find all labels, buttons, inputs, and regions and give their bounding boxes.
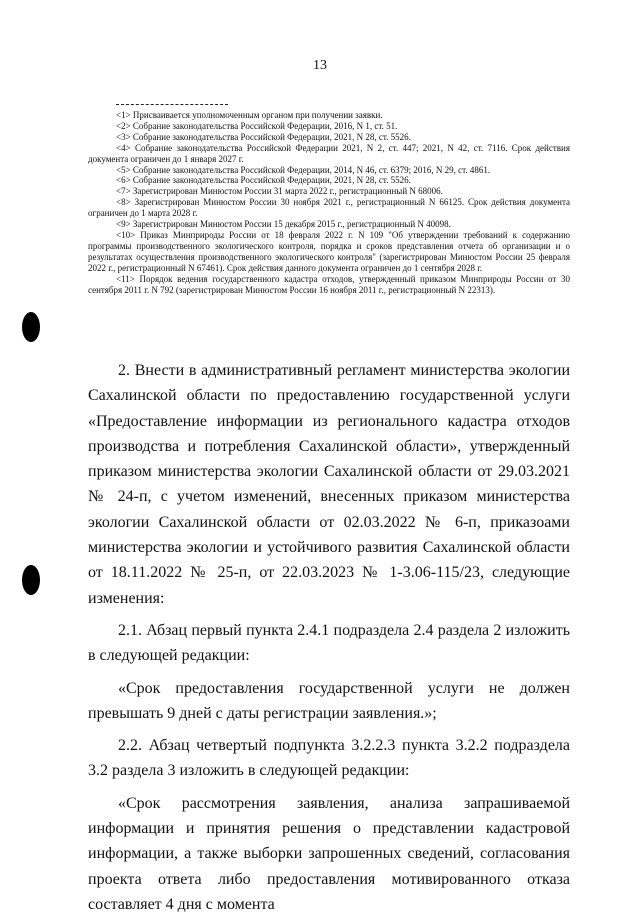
- page-number: 13: [313, 58, 327, 73]
- footnote-8: <8> Зарегистрирован Минюстом России 30 ноября 2021 г., регистрационный N 66125. Срок действия документа ограничен до 1 марта 2028 г.: [88, 197, 570, 219]
- footnote-2: <2> Собрание законодательства Российской Федерации, 2016, N 1, ст. 51.: [116, 120, 398, 131]
- footnote-1: <1> Присваивается уполномоченным органом при получении заявки.: [116, 110, 383, 120]
- paragraph-2-1-quote: «Срок предоставления государственной услуги не должен превышать 9 дней с даты регистрации заявления.»;: [88, 679, 570, 722]
- footnote-5: <5> Собрание законодательства Российской Федерации, 2014, N 46, ст. 6379; 2016, N 29, ст. 4861.: [116, 164, 491, 175]
- footnote-10: <10> Приказ Минприроды России от 18 февраля 2022 г. N 109 "Об утверждении требований к содержанию программы производственного экологического контроля, порядка и сроков представления отчета об организации и о результатах осуществления производственного экологического контроля" (зарегистрирован Минюстом России 25 февраля 2022 г., регистрационный N 67461). Срок действия данного документа ограничен до 1 сентября 2028 г.: [88, 229, 570, 273]
- footnote-7: <7> Зарегистрирован Минюстом России 31 марта 2022 г., регистрационный N 68006.: [116, 186, 443, 197]
- footnote-11: <11> Порядок ведения государственного кадастра отходов, утвержденный приказом Минприроды России от 30 сентября 2011 г. N 792 (зарегистрирован Минюстом России 16 ноября 2011 г., регистрационный N 22313).: [88, 273, 570, 295]
- footnote-6: <6> Собрание законодательства Российской Федерации, 2021, N 28, ст. 5526.: [116, 175, 411, 186]
- footnotes-block: [88, 110, 570, 295]
- paragraph-2-1: 2.1. Абзац первый пункта 2.4.1 подраздела 2.4 раздела 2 изложить в следующей редакции:: [88, 621, 570, 665]
- footnote-4: <4> Собрание законодательства Российской Федерации 2021, N 2, ст. 447; 2021, N 42, ст. 7116. Срок действия документа ограничен до 1 января 2027 г.: [88, 142, 570, 164]
- paragraph-2-2: 2.2. Абзац четвертый подпункта 3.2.2.3 пункта 3.2.2 подраздела 3.2 раздела 3 изложить в следующей редакции:: [88, 737, 570, 780]
- punch-hole-top: [22, 312, 40, 342]
- footnote-3: <3> Собрание законодательства Российской Федерации, 2021, N 28, ст. 5526.: [116, 131, 411, 142]
- footnote-9: <9> Зарегистрирован Минюстом России 15 декабря 2015 г., регистрационный N 40098.: [116, 219, 451, 230]
- paragraph-2-2-quote: «Срок рассмотрения заявления, анализа запрашиваемой информации и принятия решения о представлении кадастровой информации, а также выборки запрошенных сведений, согласования проекта ответа либо предоставления мотивированного отказа составляет 4 дня с момента: [88, 794, 570, 913]
- footnote-separator: [116, 104, 228, 105]
- paragraph-amendment: 2. Внести в административный регламент министерства экологии Сахалинской области по предоставлению государственной услуги «Предоставление информации из регионального кадастра отходов производства и потребления Сахалинской области», утвержденный приказом министерства экологии Сахалинской области от 29.03.2021 № 24-п, с учетом изменений, внесенных приказом министерства экологии Сахалинской области от 02.03.2022 № 6-п, приказоами министерства экологии и устойчивого развития Сахалинской области от 18.11.2022 № 25-п, от 22.03.2023 № 1-3.06-115/23, следующие изменения:: [88, 362, 570, 607]
- main-text: [88, 358, 570, 917]
- punch-hole-bottom: [22, 565, 40, 595]
